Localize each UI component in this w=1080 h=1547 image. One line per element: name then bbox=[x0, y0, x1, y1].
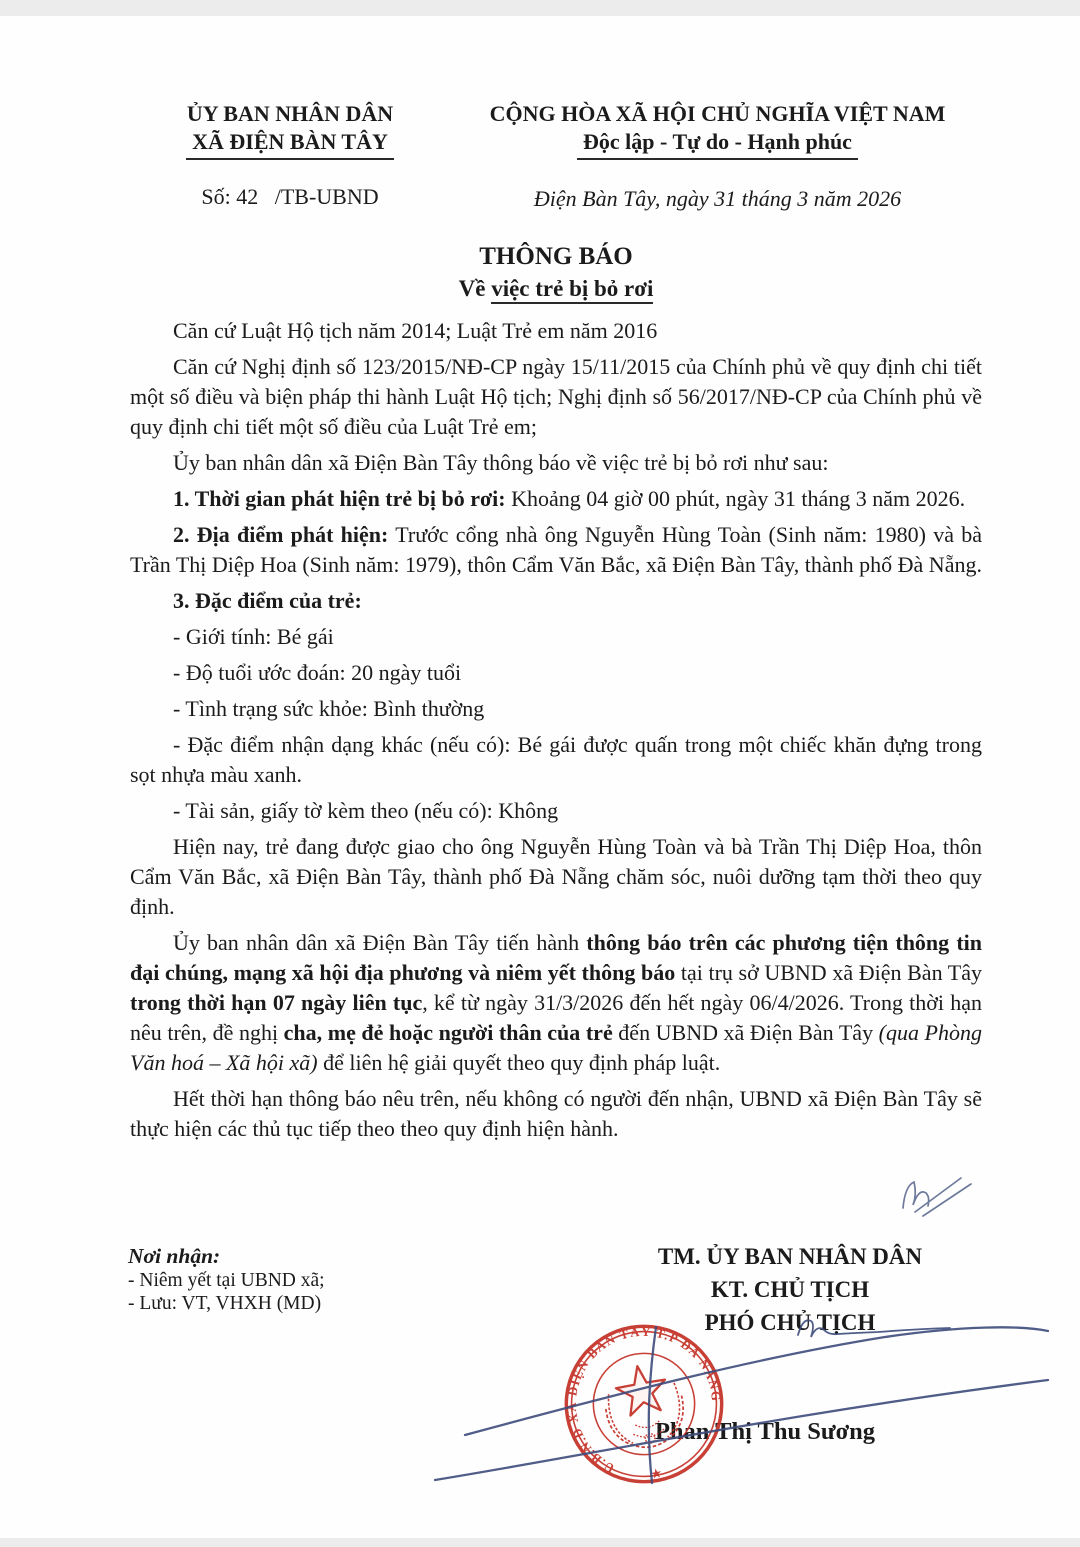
signature-kt-line: KT. CHỦ TỊCH bbox=[710, 1277, 870, 1302]
paragraph bbox=[130, 928, 982, 1078]
signer-name: Phan Thị Thu Sương bbox=[654, 1418, 876, 1445]
place-and-date: Điện Bàn Tây, ngày 31 tháng 3 năm 2026 bbox=[533, 186, 902, 211]
official-seal bbox=[548, 1308, 740, 1500]
text-run: để liên hệ giải quyết theo quy định pháp luật. bbox=[317, 1050, 721, 1075]
national-motto-line bbox=[460, 128, 975, 160]
paragraph bbox=[130, 484, 982, 514]
document-body bbox=[130, 316, 982, 1144]
scan-edge-top bbox=[0, 0, 1080, 16]
handwritten-initial bbox=[885, 1158, 980, 1228]
text-run: Căn cứ Nghị định số 123/2015/NĐ-CP ngày 15/11/2015 của Chính phủ về quy định chi tiết một số điều và biện pháp thi hành Luật Hộ tịch; Nghị định số 56/2017/NĐ-CP của Chính phủ về quy định chi tiết một số điều của Luật Trẻ em; bbox=[130, 354, 982, 439]
document-subtitle bbox=[130, 272, 982, 306]
paragraph bbox=[130, 730, 982, 790]
document-title: THÔNG BÁO bbox=[479, 243, 633, 270]
text-run: Ủy ban nhân dân xã Điện Bàn Tây thông báo về việc trẻ bị bỏ rơi như sau: bbox=[173, 450, 829, 475]
document-title-block bbox=[130, 242, 982, 306]
recipients-item: - Lưu: VT, VHXH (MD) bbox=[128, 1293, 322, 1314]
text-run: cha, mẹ đẻ hoặc người thân của trẻ bbox=[283, 1020, 613, 1045]
subtitle-prefix: Về bbox=[458, 276, 492, 301]
text-run: Ủy ban nhân dân xã Điện Bàn Tây tiến hành bbox=[173, 930, 587, 955]
recipients-label: Nơi nhận: bbox=[128, 1244, 221, 1268]
paragraph bbox=[130, 658, 982, 688]
seal-emblem-star-icon bbox=[613, 1362, 670, 1417]
text-run: - Tài sản, giấy tờ kèm theo (nếu có): Không bbox=[173, 798, 559, 823]
issuing-authority-line2 bbox=[120, 128, 460, 160]
text-run: Căn cứ Luật Hộ tịch năm 2014; Luật Trẻ em năm 2016 bbox=[173, 318, 658, 343]
recipients-item: - Niêm yết tại UBND xã; bbox=[128, 1270, 325, 1291]
text-run: trong thời hạn 07 ngày liên tục bbox=[130, 990, 423, 1015]
text-run: 2. Địa điểm phát hiện: bbox=[173, 522, 389, 547]
paragraph bbox=[130, 586, 982, 616]
scan-edge-bottom bbox=[0, 1538, 1080, 1547]
text-run: Hiện nay, trẻ đang được giao cho ông Nguyễn Hùng Toàn và bà Trần Thị Diệp Hoa, thôn Cẩm Văn Bắc, xã Điện Bàn Tây, thành phố Đà Nẵng chăm sóc, nuôi dưỡng tạm thời theo quy định. bbox=[130, 834, 982, 919]
national-title: CỘNG HÒA XÃ HỘI CHỦ NGHĨA VIỆT NAM bbox=[489, 101, 946, 126]
text-run: - Giới tính: Bé gái bbox=[173, 624, 334, 649]
document-number: Số: 42 /TB-UBND bbox=[201, 184, 379, 209]
national-motto: Độc lập - Tự do - Hạnh phúc bbox=[577, 128, 858, 160]
issuing-authority-name: XÃ ĐIỆN BÀN TÂY bbox=[186, 128, 394, 160]
paragraph bbox=[130, 796, 982, 826]
paragraph bbox=[130, 448, 982, 478]
paragraph bbox=[130, 622, 982, 652]
text-run: Hết thời hạn thông báo nêu trên, nếu không có người đến nhận, UBND xã Điện Bàn Tây sẽ thực hiện các thủ tục tiếp theo theo quy định hiện hành. bbox=[130, 1086, 982, 1141]
text-run: 1. Thời gian phát hiện trẻ bị bỏ rơi: bbox=[173, 486, 506, 511]
signature-position-line: PHÓ CHỦ TỊCH bbox=[704, 1310, 876, 1335]
issuing-authority-block bbox=[120, 100, 460, 212]
signature-authority-line: TM. ỦY BAN NHÂN DÂN bbox=[657, 1244, 923, 1269]
text-run: đến UBND xã Điện Bàn Tây bbox=[612, 1020, 879, 1045]
text-run: - Độ tuổi ước đoán: 20 ngày tuổi bbox=[173, 660, 462, 685]
text-run: - Đặc điểm nhận dạng khác (nếu có): Bé gái được quấn trong một chiếc khăn đựng trong sọt nhựa màu xanh. bbox=[130, 732, 982, 787]
text-run: 3. Đặc điểm của trẻ: bbox=[173, 588, 362, 613]
paragraph bbox=[130, 694, 982, 724]
text-run: thông báo trên các phương tiện thông tin đại chúng, mạng xã hội địa phương và niêm yết thông báo bbox=[130, 930, 982, 985]
text-run: , kể từ ngày 31/3/2026 đến hết ngày 06/4/2026. Trong thời hạn nêu trên, đề nghị bbox=[130, 990, 982, 1045]
paragraph bbox=[130, 520, 982, 580]
seal-star-icon: ★ bbox=[649, 1465, 664, 1482]
paragraph bbox=[130, 316, 982, 346]
text-run: Trước cổng nhà ông Nguyễn Hùng Toàn (Sinh năm: 1980) và bà Trần Thị Diệp Hoa (Sinh năm: 1979), thôn Cẩm Văn Bắc, xã Điện Bàn Tây, thành phố Đà Nẵng. bbox=[130, 522, 982, 577]
paragraph bbox=[130, 832, 982, 922]
document-header bbox=[0, 0, 1080, 212]
paragraph bbox=[130, 352, 982, 442]
paragraph bbox=[130, 1084, 982, 1144]
text-run: - Tình trạng sức khỏe: Bình thường bbox=[173, 696, 485, 721]
seal-ring-text: U.B.N.D XÃ ĐIỆN BÀN TÂY T.P ĐÀ NẴNG bbox=[564, 1324, 724, 1476]
text-run: (qua Phòng Văn hoá – Xã hội xã) bbox=[130, 1020, 983, 1075]
issuing-authority-line1: ỦY BAN NHÂN DÂN bbox=[186, 101, 394, 126]
subtitle-underlined: việc trẻ bị bỏ rơi bbox=[491, 276, 653, 304]
recipients-block bbox=[128, 1243, 325, 1315]
national-motto-block bbox=[460, 100, 975, 212]
text-run: tại trụ sở UBND xã Điện Bàn Tây bbox=[675, 960, 983, 985]
text-run: Khoảng 04 giờ 00 phút, ngày 31 tháng 3 năm 2026. bbox=[505, 486, 966, 511]
